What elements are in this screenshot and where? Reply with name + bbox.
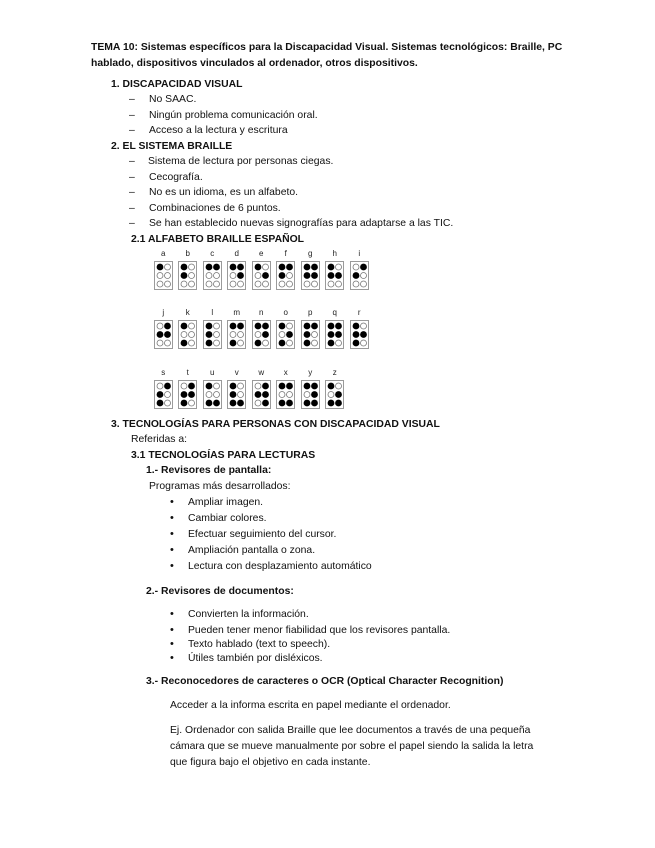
braille-dot-empty <box>360 281 366 287</box>
braille-cell-box <box>227 380 246 409</box>
braille-cell-k <box>178 306 199 349</box>
braille-dot-raised <box>335 391 342 398</box>
braille-dot-raised <box>237 400 244 407</box>
braille-cell-box <box>301 261 320 290</box>
braille-dot-empty <box>287 392 293 398</box>
braille-dots <box>228 321 245 348</box>
braille-dot-raised <box>213 400 220 407</box>
braille-cell-d <box>227 247 248 290</box>
braille-dot-raised <box>181 400 188 407</box>
braille-dot-empty <box>181 332 187 338</box>
list-item: – No es un idioma, es un alfabeto. <box>129 187 299 198</box>
braille-dot-empty <box>287 323 293 329</box>
braille-dot-raised <box>311 264 318 271</box>
braille-dot-raised <box>303 323 310 330</box>
braille-letter-label: l <box>211 308 214 317</box>
braille-cell-box <box>325 320 344 349</box>
braille-dot-raised <box>311 323 318 330</box>
braille-dot-empty <box>255 383 261 389</box>
braille-dots <box>155 321 172 348</box>
braille-dot-empty <box>311 281 317 287</box>
braille-dot-empty <box>181 383 187 389</box>
screen-reviewers-intro: Programas más desarrollados: <box>149 481 291 492</box>
braille-dot-raised <box>286 264 293 271</box>
braille-dot-raised <box>262 383 269 390</box>
braille-dots <box>277 381 294 408</box>
braille-cell-j <box>153 306 174 349</box>
list-item: – Ningún problema comunicación oral. <box>129 110 318 121</box>
braille-cell-b <box>178 247 199 290</box>
braille-letter-label: p <box>308 308 313 317</box>
braille-letter-label: w <box>258 368 265 377</box>
braille-dot-empty <box>189 400 195 406</box>
ocr-paragraph-2-line: Ej. Ordenador con salida Braille que lee documentos a través de una pequeña <box>170 725 531 736</box>
ocr-paragraph-1: Acceder a la informa escrita en papel mediante el ordenador. <box>170 700 451 711</box>
braille-row-2 <box>153 306 370 349</box>
braille-dot-raised <box>254 264 261 271</box>
braille-cell-x <box>276 366 297 409</box>
section-1-heading: 1. DISCAPACIDAD VISUAL <box>111 79 243 90</box>
braille-dots <box>204 381 221 408</box>
braille-dot-raised <box>303 264 310 271</box>
section-3-intro: Referidas a: <box>131 434 188 445</box>
braille-dot-raised <box>360 331 367 338</box>
braille-dot-empty <box>279 332 285 338</box>
braille-letter-label: u <box>210 368 215 377</box>
braille-letter-label: e <box>259 249 264 258</box>
braille-dot-empty <box>279 392 285 398</box>
braille-dot-raised <box>279 264 286 271</box>
braille-dot-empty <box>238 340 244 346</box>
braille-dot-empty <box>206 273 212 279</box>
braille-letter-label: h <box>332 249 337 258</box>
braille-dot-raised <box>262 272 269 279</box>
braille-dot-raised <box>279 272 286 279</box>
braille-cell-l <box>202 306 223 349</box>
braille-dot-raised <box>335 331 342 338</box>
braille-dot-raised <box>205 323 212 330</box>
braille-dot-empty <box>213 383 219 389</box>
braille-cell-o <box>276 306 297 349</box>
braille-dot-empty <box>328 392 334 398</box>
ocr-heading: 3.- Reconocedores de caracteres o OCR (Optical Character Recognition) <box>146 676 504 687</box>
braille-dot-empty <box>157 340 163 346</box>
braille-cell-h <box>325 247 346 290</box>
braille-cell-p <box>300 306 321 349</box>
braille-cell-c <box>202 247 223 290</box>
braille-cell-e <box>251 247 272 290</box>
braille-dot-raised <box>205 340 212 347</box>
braille-dot-raised <box>303 383 310 390</box>
braille-dot-raised <box>328 331 335 338</box>
braille-letter-label: m <box>233 308 241 317</box>
braille-cell-box <box>301 380 320 409</box>
braille-letter-label: r <box>357 308 361 317</box>
braille-cell-q <box>325 306 346 349</box>
braille-dot-empty <box>157 281 163 287</box>
braille-dot-empty <box>262 340 268 346</box>
braille-letter-label: j <box>162 308 165 317</box>
braille-dot-raised <box>230 323 237 330</box>
braille-cell-z <box>325 366 346 409</box>
braille-cell-box <box>227 320 246 349</box>
braille-dot-empty <box>238 392 244 398</box>
braille-dots <box>302 321 319 348</box>
braille-dots <box>155 262 172 289</box>
braille-dot-raised <box>352 323 359 330</box>
braille-dot-raised <box>335 272 342 279</box>
braille-cell-y <box>300 366 321 409</box>
braille-dot-raised <box>303 331 310 338</box>
braille-dot-empty <box>189 281 195 287</box>
braille-dot-raised <box>311 391 318 398</box>
braille-dot-raised <box>230 400 237 407</box>
braille-cell-t <box>178 366 199 409</box>
braille-dot-empty <box>262 264 268 270</box>
braille-cell-box <box>203 380 222 409</box>
braille-dot-raised <box>328 264 335 271</box>
braille-dot-raised <box>188 383 195 390</box>
braille-cell-f <box>276 247 297 290</box>
braille-dot-empty <box>238 383 244 389</box>
braille-dot-raised <box>303 272 310 279</box>
braille-dot-raised <box>262 323 269 330</box>
braille-dot-empty <box>336 281 342 287</box>
list-item: – Se han establecido nuevas signografías para adaptarse a las TIC. <box>129 218 454 229</box>
braille-dot-raised <box>254 340 261 347</box>
braille-dot-empty <box>262 281 268 287</box>
ocr-paragraph-2-line: que figura bajo el objetivo en cada instante. <box>170 757 371 768</box>
braille-dot-empty <box>304 281 310 287</box>
braille-letter-label: y <box>308 368 313 377</box>
braille-cell-r <box>349 306 370 349</box>
braille-dots <box>326 321 343 348</box>
braille-dots <box>179 321 196 348</box>
braille-dot-raised <box>254 391 261 398</box>
braille-dot-raised <box>181 272 188 279</box>
braille-dot-raised <box>181 264 188 271</box>
braille-letter-label: a <box>161 249 166 258</box>
braille-dots <box>253 262 270 289</box>
braille-dot-raised <box>286 331 293 338</box>
braille-cell-box <box>350 320 369 349</box>
braille-dots <box>228 381 245 408</box>
braille-dots <box>351 321 368 348</box>
braille-dot-empty <box>189 340 195 346</box>
braille-letter-label: n <box>259 308 264 317</box>
braille-dot-empty <box>255 281 261 287</box>
braille-dot-empty <box>311 332 317 338</box>
braille-cell-box <box>276 261 295 290</box>
braille-dot-raised <box>311 400 318 407</box>
braille-dots <box>302 262 319 289</box>
braille-dots <box>179 262 196 289</box>
braille-dot-empty <box>328 281 334 287</box>
braille-dot-empty <box>238 281 244 287</box>
braille-cell-box <box>203 261 222 290</box>
doc-reviewers-heading: 2.- Revisores de documentos: <box>146 586 294 597</box>
braille-dot-empty <box>206 281 212 287</box>
braille-dot-empty <box>164 340 170 346</box>
section-2-heading: 2. EL SISTEMA BRAILLE <box>111 141 233 152</box>
braille-dot-raised <box>254 323 261 330</box>
braille-cell-s <box>153 366 174 409</box>
braille-dot-raised <box>237 323 244 330</box>
ocr-paragraph-2-line: cámara que se mueve manualmente por sobre el papel siendo la salida la letra <box>170 741 534 752</box>
braille-dot-raised <box>352 340 359 347</box>
braille-dot-raised <box>262 400 269 407</box>
braille-dot-raised <box>360 264 367 271</box>
braille-dots <box>326 381 343 408</box>
braille-dot-raised <box>328 400 335 407</box>
braille-dots <box>204 321 221 348</box>
braille-dot-empty <box>164 264 170 270</box>
braille-dot-raised <box>230 264 237 271</box>
braille-dot-raised <box>352 272 359 279</box>
braille-cell-box <box>252 261 271 290</box>
braille-dot-raised <box>279 323 286 330</box>
braille-dot-empty <box>181 281 187 287</box>
braille-letter-label: d <box>234 249 239 258</box>
braille-letter-label: q <box>332 308 337 317</box>
braille-dot-empty <box>164 281 170 287</box>
braille-dot-empty <box>287 281 293 287</box>
braille-dots <box>155 381 172 408</box>
list-item: – Cecografía. <box>129 172 203 183</box>
braille-dot-raised <box>328 383 335 390</box>
braille-dot-raised <box>205 383 212 390</box>
braille-dot-empty <box>279 281 285 287</box>
braille-dot-empty <box>164 273 170 279</box>
braille-dot-empty <box>213 323 219 329</box>
braille-dot-empty <box>336 264 342 270</box>
braille-cell-box <box>350 261 369 290</box>
braille-dot-empty <box>360 273 366 279</box>
braille-dots <box>302 381 319 408</box>
braille-cell-w <box>251 366 272 409</box>
braille-dot-raised <box>181 340 188 347</box>
braille-dot-raised <box>286 400 293 407</box>
braille-cell-box <box>276 320 295 349</box>
braille-cell-box <box>325 261 344 290</box>
braille-dots <box>277 321 294 348</box>
braille-dot-raised <box>230 391 237 398</box>
braille-dot-empty <box>353 264 359 270</box>
braille-cell-m <box>227 306 248 349</box>
braille-dot-empty <box>230 281 236 287</box>
braille-cell-v <box>227 366 248 409</box>
braille-dot-raised <box>335 323 342 330</box>
braille-dot-empty <box>206 392 212 398</box>
braille-dot-raised <box>164 331 171 338</box>
braille-dot-empty <box>255 273 261 279</box>
braille-dot-raised <box>328 340 335 347</box>
braille-dot-raised <box>205 400 212 407</box>
braille-dot-raised <box>181 323 188 330</box>
braille-dot-raised <box>230 383 237 390</box>
braille-dot-empty <box>255 400 261 406</box>
braille-dot-empty <box>157 273 163 279</box>
braille-letter-label: s <box>161 368 166 377</box>
list-item: – No SAAC. <box>129 94 197 105</box>
braille-dot-raised <box>279 383 286 390</box>
braille-dot-empty <box>157 323 163 329</box>
braille-dot-empty <box>189 332 195 338</box>
braille-dot-empty <box>189 273 195 279</box>
braille-dot-raised <box>335 400 342 407</box>
braille-dots <box>277 262 294 289</box>
braille-dots <box>253 381 270 408</box>
braille-dot-empty <box>213 392 219 398</box>
braille-dot-empty <box>360 323 366 329</box>
braille-dot-raised <box>279 400 286 407</box>
braille-letter-label: f <box>284 249 287 258</box>
braille-cell-box <box>301 320 320 349</box>
braille-dot-empty <box>157 383 163 389</box>
braille-dot-empty <box>311 340 317 346</box>
braille-dot-empty <box>164 392 170 398</box>
braille-letter-label: k <box>185 308 190 317</box>
braille-cell-u <box>202 366 223 409</box>
braille-letter-label: b <box>185 249 190 258</box>
braille-cell-box <box>178 320 197 349</box>
braille-dot-raised <box>230 340 237 347</box>
braille-cell-box <box>325 380 344 409</box>
braille-dot-empty <box>230 273 236 279</box>
braille-dot-empty <box>336 383 342 389</box>
braille-cell-i <box>349 247 370 290</box>
braille-dot-raised <box>328 272 335 279</box>
braille-letter-label: o <box>283 308 288 317</box>
braille-dot-empty <box>164 400 170 406</box>
section-3-1-heading: 3.1 TECNOLOGÍAS PARA LECTURAS <box>131 450 316 461</box>
braille-dot-raised <box>164 323 171 330</box>
braille-cell-box <box>178 261 197 290</box>
braille-cell-box <box>178 380 197 409</box>
braille-dot-raised <box>237 272 244 279</box>
braille-letter-label: z <box>332 368 337 377</box>
braille-dot-empty <box>213 273 219 279</box>
braille-dot-raised <box>303 400 310 407</box>
document-page: TEMA 10: Sistemas específicos para la Discapacidad Visual. Sistemas tecnológicos: Braille, PC hablado, dispositivos vinculados al ordenador, otros dispositivos. 1. DISCAPACIDAD VISUAL – No SAAC. – Ningún problema comunicación oral. – Acceso a la lectura y escritura 2. EL SISTEMA BRAILLE – Sistema de lectura por personas ciegas. – Cecografía. – No es un idioma, es un alfabeto. – Combinaciones de 6 puntos. – Se han establecido nuevas signografías para adaptarse a las TIC. 2.1 ALFABETO BRAILLE ESPAÑOL a b c d e f g h i j k l m n o p q r s t u v w x y z 3. TECNOLOGÍAS PARA PERSONAS CON DISCAPACIDAD VISUAL Referidas a: 3.1 TECNOLOGÍAS PARA LECTURAS 1.- Revisores de pantalla: Programas más desarrollados: • Ampliar imagen. • Cambiar colores. • Efectuar seguimiento del cursor. • Ampliación pantalla o zona. • Lectura con desplazamiento automático 2.- Revisores de documentos: • Convierten la información. • Pueden tener menor fiabilidad que los revisores pantalla. • Texto hablado (text to speech). • Útiles también por disléxicos. 3.- Reconocedores de caracteres o OCR (Optical Character Recognition) Acceder a la informa escrita en papel mediante el ordenador. Ej. Ordenador con salida Braille que lee documentos a través de una pequeña cámara que se mueve manualmente por sobre el papel siendo la salida la letra que figura bajo el objetivo en cada instante. <box>0 0 655 848</box>
list-item: – Sistema de lectura por personas ciegas. <box>129 156 334 167</box>
braille-dot-raised <box>205 264 212 271</box>
braille-dot-empty <box>360 340 366 346</box>
braille-dot-raised <box>188 391 195 398</box>
braille-dot-raised <box>205 331 212 338</box>
braille-dot-raised <box>181 391 188 398</box>
braille-dots <box>351 262 368 289</box>
screen-reviewers-heading: 1.- Revisores de pantalla: <box>146 465 272 476</box>
braille-dot-raised <box>156 391 163 398</box>
braille-letter-label: v <box>234 368 239 377</box>
braille-dots <box>253 321 270 348</box>
braille-dot-empty <box>213 332 219 338</box>
braille-letter-label: c <box>210 249 215 258</box>
braille-dot-empty <box>304 392 310 398</box>
braille-dot-empty <box>213 281 219 287</box>
braille-dot-empty <box>353 281 359 287</box>
braille-cell-box <box>154 261 173 290</box>
braille-cell-box <box>154 380 173 409</box>
braille-dot-raised <box>237 264 244 271</box>
braille-dot-raised <box>311 272 318 279</box>
braille-dots <box>179 381 196 408</box>
braille-dot-empty <box>213 340 219 346</box>
braille-dots <box>204 262 221 289</box>
braille-letter-label: g <box>308 249 313 258</box>
document-title: TEMA 10: Sistemas específicos para la Discapacidad Visual. Sistemas tecnológicos: Braille, PC hablado, dispositivos vinculados al ordenador, otros dispositivos. <box>91 42 563 69</box>
braille-row-1 <box>153 247 370 290</box>
braille-dot-raised <box>352 331 359 338</box>
braille-dot-raised <box>262 391 269 398</box>
braille-dot-empty <box>336 340 342 346</box>
braille-letter-label: x <box>283 368 288 377</box>
braille-cell-box <box>252 380 271 409</box>
braille-dot-empty <box>287 273 293 279</box>
braille-cell-box <box>276 380 295 409</box>
braille-cell-box <box>227 261 246 290</box>
braille-cell-box <box>252 320 271 349</box>
braille-cell-a <box>153 247 174 290</box>
braille-dot-raised <box>156 264 163 271</box>
braille-dot-raised <box>262 331 269 338</box>
braille-cell-box <box>203 320 222 349</box>
braille-cell-n <box>251 306 272 349</box>
braille-cell-g <box>300 247 321 290</box>
braille-dot-raised <box>156 400 163 407</box>
braille-cell-box <box>154 320 173 349</box>
braille-dot-raised <box>213 264 220 271</box>
braille-dot-empty <box>238 332 244 338</box>
list-item: – Acceso a la lectura y escritura <box>129 125 288 136</box>
braille-dots <box>228 262 245 289</box>
list-item: – Combinaciones de 6 puntos. <box>129 203 281 214</box>
braille-dot-raised <box>156 331 163 338</box>
braille-letter-label: i <box>358 249 361 258</box>
braille-dot-raised <box>164 383 171 390</box>
braille-dot-empty <box>189 264 195 270</box>
braille-dot-raised <box>279 340 286 347</box>
braille-dots <box>326 262 343 289</box>
braille-dot-empty <box>255 332 261 338</box>
braille-dot-empty <box>230 332 236 338</box>
braille-dot-raised <box>303 340 310 347</box>
braille-dot-empty <box>287 340 293 346</box>
braille-alphabet-heading: 2.1 ALFABETO BRAILLE ESPAÑOL <box>131 234 305 245</box>
braille-dot-raised <box>311 383 318 390</box>
braille-row-3 <box>153 366 345 409</box>
braille-dot-raised <box>286 383 293 390</box>
section-3-heading: 3. TECNOLOGÍAS PARA PERSONAS CON DISCAPACIDAD VISUAL <box>111 419 440 430</box>
braille-letter-label: t <box>186 368 189 377</box>
braille-dot-empty <box>189 323 195 329</box>
braille-dot-raised <box>328 323 335 330</box>
